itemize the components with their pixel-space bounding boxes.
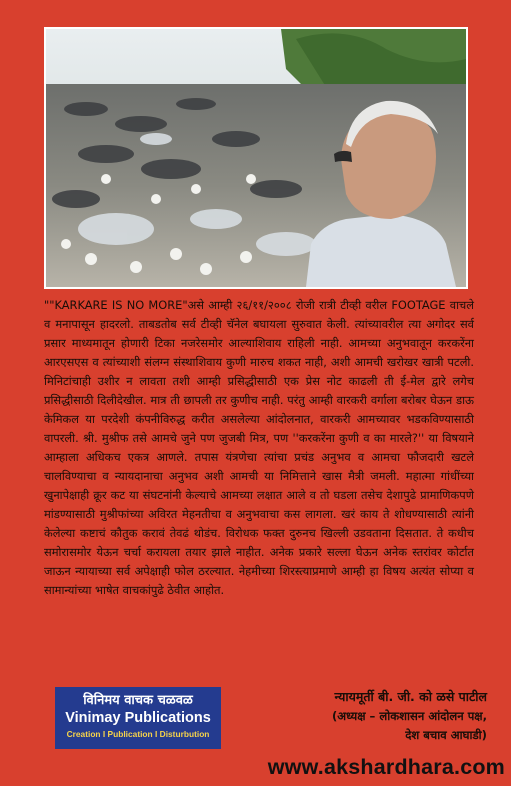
publisher-tagline: Creation I Publication I Disturbution: [66, 729, 210, 739]
author-name: न्यायमूर्ती बी. जी. को ळसे पाटील: [334, 689, 487, 704]
cover-photo: [44, 27, 468, 289]
author-signature: [237, 687, 487, 745]
publisher-logo-box: [55, 687, 221, 749]
publisher-name-marathi: विनिमय वाचक चळवळ: [83, 693, 193, 708]
author-role-line1: (अध्यक्ष – लोकशासन आंदोलन पक्ष,: [331, 709, 487, 723]
website-watermark: www.akshardhara.com: [267, 755, 505, 779]
publisher-name-english: Vinimay Publications: [65, 710, 211, 726]
author-role-line2: देश बचाव आघाडी): [405, 728, 487, 742]
crowd-photo: [46, 29, 466, 287]
blurb-text: ""KARKARE IS NO MORE"असे आम्ही २६/११/२००८ रोजी रात्री टीव्ही वरील FOOTAGE वाचले व मनापासून हादरलो. ताबडतोब सर्व टीव्ही चॅनेल बघायला सुरुवात केली. त्यांच्यावरील त्या अगोदर सर्व प्रसार माध्यमातून होणारी टिका नजरेसमोर आल्याशिवाय राहिली नाही. आमच्या अनुभवातून करकरेंना आरएसएस व त्यांच्याशी संलग्न संस्थाशिवाय कुणी मारुच शकत नाही, अशी आमची खरोखर खात्री पटली. मिनिटांचाही उशीर न लावता तशी आम्ही प्रसिद्धीसाठी एक प्रेस नोट काढली ती ई-मेल द्वारे लगेच प्रसिद्धीसाठी दिलीदेखील. मात्र ती छापली तर कुणीच नाही. परंतु आम्ही वारकरी वर्गाला बरोबर घेऊन डाऊ केमिकल या परदेशी कंपनीविरुद्ध करीत असलेल्या आंदोलनात, वारकरी आमच्यावर भडकविण्यासाठी वापरली. श्री. मुश्रीफ तसे आमचे जुने पण जुजबी मित्र, पण ''करकरेंना कुणी व का मारले?'' या विषयाने आम्हाला अधिकच एकत्र आणले. तपास यंत्रणेचा त्यांचा प्रचंड अनुभव व आमचा फौजदारी खटले चालविण्याचा व न्यायदानाचा अनुभव अशी आमची या निमित्ताने खास मैत्री जमली. महात्मा गांधींच्या खुनापेक्षाही क्रूर कट या संघटनांनी केल्याचे आमच्या लक्षात आले व तो घडला तसेच देशापुढे प्रामाणिकपणे मांडण्यासाठी मुश्रीफांच्या अविरत मेहनतीचा व अनुभवाचा कस लागला. खरं काय ते शोधण्यासाठी त्यांनी केलेल्या कष्टाचं कौतुक करावं तेवढं थोडंच. विरोधक फक्त दुरुनच खिल्ली उडवताना दिसतात. ते कधीच समोरासमोर येऊन चर्चा करायला तयार झाले नाहीत. अनेक प्रकारे सल्ला घेऊन अनेक स्तरांवर कोर्टात जाऊन न्यायाच्या सर्व अपेक्षाही फोल ठरल्यात. नेहमीच्या शिरस्त्याप्रमाणे आम्ही हा विषय अत्यंत सोप्या व सामान्यांच्या भाषेत वाचकांपुढे ठेवीत आहोत.: [44, 298, 474, 597]
